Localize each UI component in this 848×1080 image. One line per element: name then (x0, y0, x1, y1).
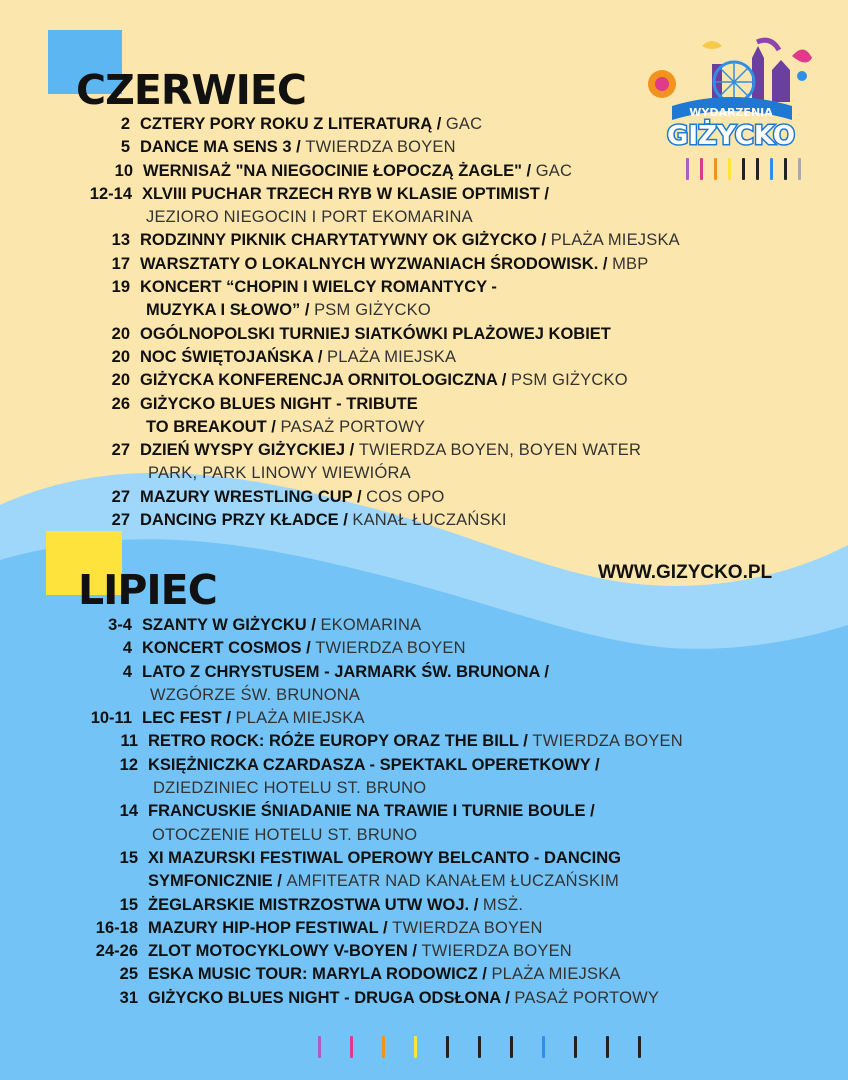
event-row (0, 371, 848, 394)
event-day: 3-4 (108, 616, 132, 634)
event-row (0, 185, 848, 208)
decor-bar (478, 1036, 481, 1058)
event-separator: / (539, 184, 550, 203)
event-title: KSIĘŻNICZKA CZARDASZA - SPEKTAKL OPERETKOWY (148, 755, 591, 774)
events-list-lipiec (0, 616, 848, 1012)
website-url[interactable]: WWW.GIZYCKO.PL (598, 562, 773, 583)
event-separator: / (477, 965, 492, 984)
decor-bar (382, 1036, 385, 1058)
event-venue: MSŻ. (482, 895, 524, 914)
event-venue: TWIERDZA BOYEN (392, 918, 543, 937)
event-row (0, 255, 848, 278)
decor-bar (638, 1036, 641, 1058)
event-day: 2 (120, 115, 130, 133)
event-separator: / (300, 301, 315, 320)
decor-bar (756, 158, 759, 180)
event-title: DANCE MA SENS 3 (140, 138, 292, 157)
event-title: ESKA MUSIC TOUR: MARYLA RODOWICZ (148, 965, 478, 984)
event-separator: / (521, 161, 536, 180)
event-title: TO BREAKOUT (146, 417, 267, 436)
event-venue: PSM GIŻYCKO (314, 301, 431, 320)
event-separator: / (306, 616, 321, 634)
event-venue: KANAŁ ŁUCZAŃSKI (352, 511, 507, 530)
event-row (0, 989, 848, 1012)
event-row (0, 278, 848, 301)
decor-bar (742, 158, 745, 180)
event-title: WERNISAŻ "NA NIEGOCINIE ŁOPOCZĄ ŻAGLE" (143, 161, 522, 180)
event-day: 19 (111, 278, 130, 297)
decor-bars-bottom (318, 1036, 670, 1058)
decor-bar (700, 158, 703, 180)
event-venue: AMFITEATR NAD KANAŁEM ŁUCZAŃSKIM (286, 872, 619, 891)
event-day: 14 (119, 802, 138, 821)
event-day: 20 (111, 347, 130, 366)
decor-bar (686, 158, 689, 180)
decor-bar (606, 1036, 609, 1058)
event-title: NOC ŚWIĘTOJAŃSKA (140, 347, 314, 366)
event-venue: TWIERDZA BOYEN (315, 639, 466, 658)
event-row (0, 686, 848, 709)
event-venue: TWIERDZA BOYEN, BOYEN WATER (358, 441, 642, 460)
event-day: 4 (122, 662, 132, 681)
event-day: 15 (119, 848, 138, 867)
event-separator: / (590, 755, 600, 774)
event-separator: / (313, 347, 328, 366)
event-separator: / (585, 802, 595, 821)
event-venue: EKOMARINA (320, 616, 422, 634)
event-day: 15 (119, 895, 138, 914)
event-venue: GAC (535, 161, 573, 180)
event-day: 26 (111, 394, 130, 413)
event-separator: / (536, 231, 551, 250)
event-day: 24-26 (95, 942, 138, 961)
decor-bar (728, 158, 731, 180)
decor-bar (414, 1036, 417, 1058)
event-venue: TWIERDZA BOYEN (305, 138, 456, 157)
decor-bars-top (686, 158, 812, 180)
event-row (0, 511, 848, 534)
event-row (0, 756, 848, 779)
decor-bar (770, 158, 773, 180)
decor-bar (784, 158, 787, 180)
event-day: 31 (119, 988, 138, 1007)
event-row (0, 418, 848, 441)
event-title: KONCERT “CHOPIN I WIELCY ROMANTYCY - (140, 278, 497, 297)
event-venue: PLAŻA MIEJSKA (550, 231, 680, 250)
event-title: KONCERT COSMOS (142, 639, 302, 658)
event-row (0, 732, 848, 755)
event-separator: / (539, 662, 550, 681)
event-venue: PARK, PARK LINOWY WIEWIÓRA (148, 464, 411, 483)
event-row (0, 896, 848, 919)
event-separator: / (500, 988, 515, 1007)
event-title: SZANTY W GIŻYCKU (142, 616, 307, 634)
event-title: MUZYKA I SŁOWO” (146, 301, 301, 320)
event-title: MAZURY WRESTLING CUP (140, 487, 353, 506)
event-row (0, 639, 848, 662)
event-day: 17 (111, 254, 130, 273)
decor-bar (510, 1036, 513, 1058)
event-venue: TWIERDZA BOYEN (421, 942, 572, 961)
event-separator: / (518, 732, 533, 751)
event-venue: JEZIORO NIEGOCIN I PORT EKOMARINA (146, 208, 473, 227)
event-row (0, 663, 848, 686)
event-day: 12 (119, 755, 138, 774)
decor-bar (446, 1036, 449, 1058)
logo-line1: WYDARZENIA (689, 106, 773, 119)
decor-bar (798, 158, 801, 180)
event-title: WARSZTATY O LOKALNYCH WYZWANIACH ŚRODOWISK. (140, 254, 599, 273)
event-day: 20 (111, 324, 130, 343)
event-venue: PLAŻA MIEJSKA (235, 709, 365, 728)
event-row (0, 348, 848, 371)
event-title: CZTERY PORY ROKU Z LITERATURĄ (140, 115, 433, 133)
event-row (0, 919, 848, 942)
event-separator: / (345, 441, 359, 460)
event-title: DANCING PRZY KŁADCE (140, 511, 339, 530)
event-day: 27 (111, 511, 130, 530)
event-title: MAZURY HIP-HOP FESTIWAL (148, 918, 379, 937)
event-day: 10 (114, 161, 133, 180)
event-day: 4 (122, 639, 132, 658)
event-venue: PASAŻ PORTOWY (514, 988, 660, 1007)
decor-bar (350, 1036, 353, 1058)
event-row (0, 231, 848, 254)
event-row (0, 325, 848, 348)
event-row (0, 779, 848, 802)
event-title: ŻEGLARSKIE MISTRZOSTWA UTW WOJ. (148, 895, 470, 914)
event-row (0, 802, 848, 825)
event-separator: / (266, 417, 281, 436)
event-day: 25 (119, 965, 138, 984)
event-separator: / (469, 895, 483, 914)
event-venue: TWIERDZA BOYEN (532, 732, 683, 751)
event-day: 13 (111, 231, 130, 250)
event-day: 16-18 (95, 918, 138, 937)
decor-bar (714, 158, 717, 180)
event-title: ZLOT MOTOCYKLOWY V-BOYEN (148, 942, 408, 961)
event-venue: WZGÓRZE ŚW. BRUNONA (150, 685, 361, 704)
event-title: RODZINNY PIKNIK CHARYTATYWNY OK GIŻYCKO (140, 231, 537, 250)
event-title: FRANCUSKIE ŚNIADANIE NA TRAWIE I TURNIE BOULE (148, 802, 586, 821)
event-row (0, 441, 848, 464)
event-title: LATO Z CHRYSTUSEM - JARMARK ŚW. BRUNONA (142, 662, 540, 681)
event-day: 27 (111, 441, 130, 460)
event-separator: / (291, 138, 306, 157)
event-separator: / (378, 918, 393, 937)
event-venue: PASAŻ PORTOWY (280, 417, 426, 436)
event-venue: GAC (445, 115, 483, 133)
event-title: OGÓLNOPOLSKI TURNIEJ SIATKÓWKI PLAŻOWEJ KOBIET (140, 324, 611, 343)
decor-bar (318, 1036, 321, 1058)
event-row (0, 872, 848, 895)
event-venue: OTOCZENIE HOTELU ST. BRUNO (152, 825, 418, 844)
event-row (0, 395, 848, 418)
event-day: 5 (120, 138, 130, 157)
decor-bar (574, 1036, 577, 1058)
month-title-czerwiec: CZERWIEC (76, 66, 306, 114)
event-separator: / (272, 872, 287, 891)
event-row (0, 965, 848, 988)
event-day: 10-11 (90, 709, 132, 728)
event-title: XLVIII PUCHAR TRZECH RYB W KLASIE OPTIMIST (142, 184, 540, 203)
event-title: GIŻYCKO BLUES NIGHT - DRUGA ODSŁONA (148, 988, 501, 1007)
event-venue: PLAŻA MIEJSKA (327, 347, 457, 366)
event-title: XI MAZURSKI FESTIWAL OPEROWY BELCANTO - DANCING (148, 848, 622, 867)
event-row (0, 488, 848, 511)
event-title: GIŻYCKA KONFERENCJA ORNITOLOGICZNA (140, 371, 498, 390)
event-separator: / (338, 511, 353, 530)
event-title: DZIEŃ WYSPY GIŻYCKIEJ (140, 441, 346, 460)
event-separator: / (598, 254, 613, 273)
month-title-lipiec: LIPIEC (78, 566, 217, 614)
event-separator: / (432, 115, 446, 133)
event-row (0, 849, 848, 872)
event-row (0, 301, 848, 324)
event-separator: / (352, 487, 367, 506)
event-row (0, 464, 848, 487)
event-separator: / (221, 709, 236, 728)
event-title: LEC FEST (142, 709, 222, 728)
event-separator: / (407, 942, 422, 961)
event-row (0, 208, 848, 231)
event-venue: PLAŻA MIEJSKA (491, 965, 621, 984)
decor-bar (542, 1036, 545, 1058)
event-title: GIŻYCKO BLUES NIGHT - TRIBUTE (140, 394, 418, 413)
event-venue: COS OPO (366, 487, 445, 506)
event-venue: MBP (612, 254, 649, 273)
event-row (0, 616, 848, 639)
event-venue: DZIEDZINIEC HOTELU ST. BRUNO (153, 779, 427, 798)
logo-line2: GIŻYCKO (667, 121, 795, 151)
event-separator: / (497, 371, 511, 390)
event-title: SYMFONICZNIE (148, 872, 273, 891)
event-day: 12-14 (89, 184, 132, 203)
event-title: RETRO ROCK: RÓŻE EUROPY ORAZ THE BILL (148, 732, 519, 751)
event-row (0, 942, 848, 965)
event-row (0, 709, 848, 732)
event-day: 27 (111, 487, 130, 506)
event-separator: / (301, 639, 316, 658)
event-row (0, 826, 848, 849)
event-day: 11 (120, 732, 138, 751)
event-venue: PSM GIŻYCKO (510, 371, 628, 390)
event-day: 20 (111, 371, 130, 390)
